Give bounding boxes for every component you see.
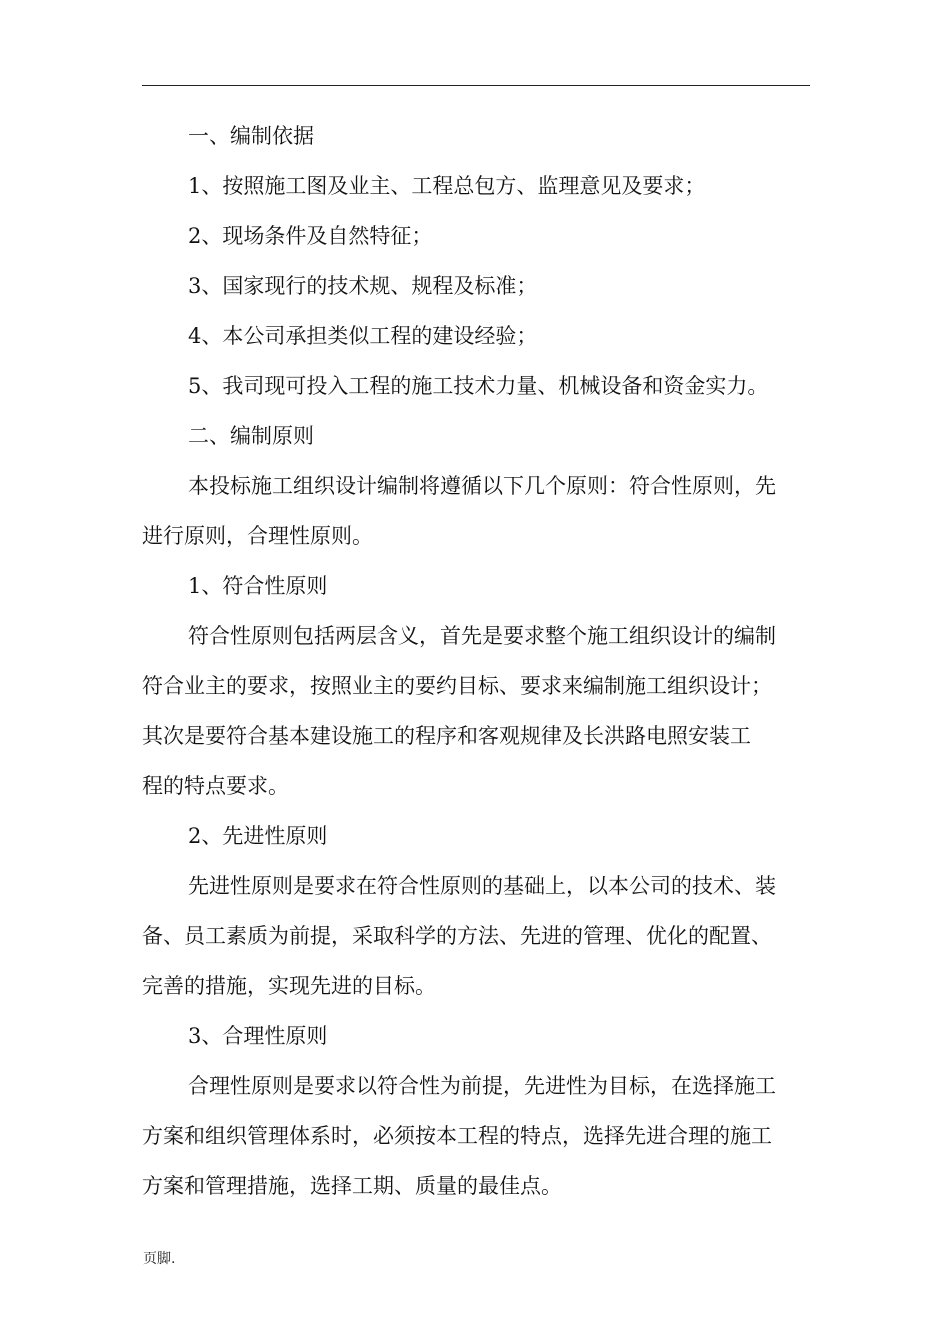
paragraph-line: 先进性原则是要求在符合性原则的基础上，以本公司的技术、装 xyxy=(188,874,776,898)
paragraph-line: 进行原则，合理性原则。 xyxy=(142,524,373,548)
paragraph-line: 方案和管理措施，选择工期、质量的最佳点。 xyxy=(142,1174,562,1198)
paragraph-line: 符合性原则包括两层含义，首先是要求整个施工组织设计的编制 xyxy=(188,624,776,648)
paragraph-line: 其次是要符合基本建设施工的程序和客观规律及长洪路电照安装工 xyxy=(142,724,751,748)
list-item: 1、按照施工图及业主、工程总包方、监理意见及要求； xyxy=(188,174,706,198)
paragraph-line: 合理性原则是要求以符合性为前提，先进性为目标，在选择施工 xyxy=(188,1074,776,1098)
section-heading: 一、编制依据 xyxy=(188,124,314,148)
list-item: 3、国家现行的技术规、规程及标准； xyxy=(188,274,538,298)
paragraph-line: 程的特点要求。 xyxy=(142,774,289,798)
document-body xyxy=(142,111,810,1211)
paragraph-line: 本投标施工组织设计编制将遵循以下几个原则：符合性原则，先 xyxy=(188,474,776,498)
paragraph-line: 完善的措施，实现先进的目标。 xyxy=(142,974,436,998)
list-item: 2、现场条件及自然特征； xyxy=(188,224,433,248)
list-item: 4、本公司承担类似工程的建设经验； xyxy=(188,324,538,348)
subsection-heading: 2、先进性原则 xyxy=(188,824,328,848)
subsection-heading: 3、合理性原则 xyxy=(188,1024,328,1048)
header-rule xyxy=(142,85,810,86)
paragraph-line: 方案和组织管理体系时，必须按本工程的特点，选择先进合理的施工 xyxy=(142,1124,772,1148)
list-item: 5、我司现可投入工程的施工技术力量、机械设备和资金实力。 xyxy=(188,374,769,398)
section-heading: 二、编制原则 xyxy=(188,424,314,448)
page-footer: 页脚. xyxy=(143,1251,176,1267)
paragraph-line: 符合业主的要求，按照业主的要约目标、要求来编制施工组织设计； xyxy=(142,674,772,698)
paragraph-line: 备、员工素质为前提，采取科学的方法、先进的管理、优化的配置、 xyxy=(142,924,772,948)
subsection-heading: 1、符合性原则 xyxy=(188,574,328,598)
